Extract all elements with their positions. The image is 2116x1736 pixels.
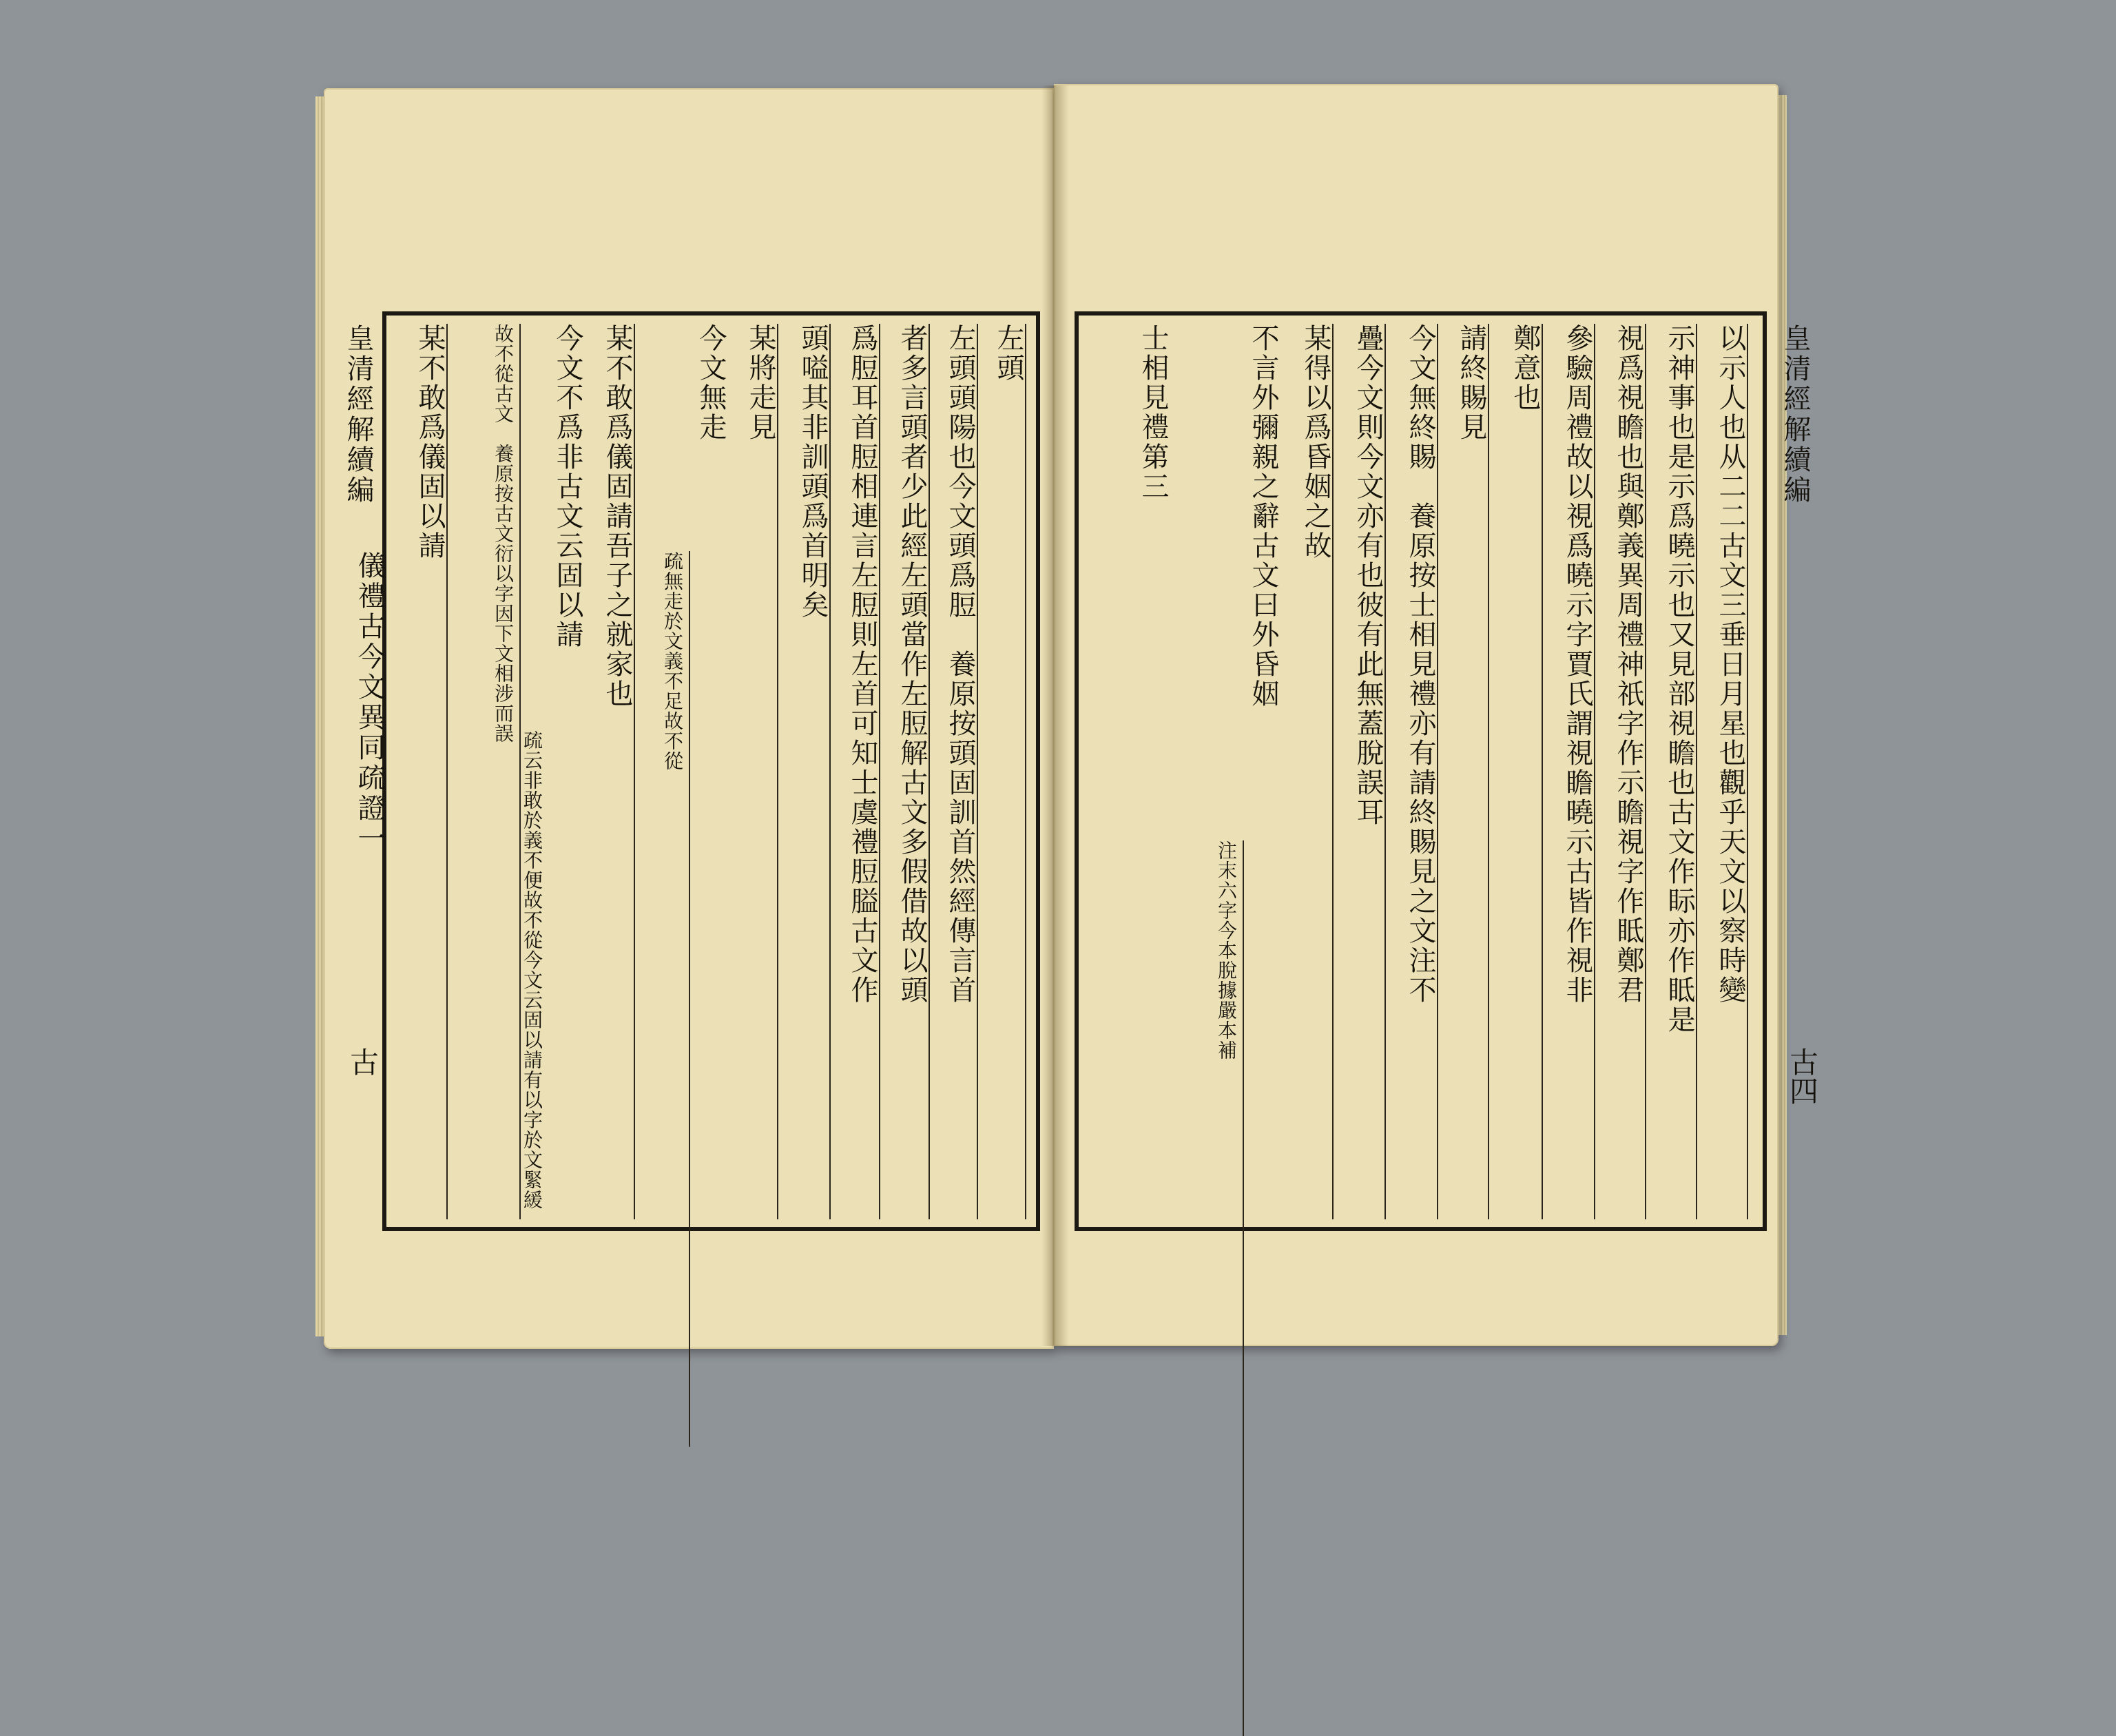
right-col-4: 參驗周禮故以視爲曉示字賈氏謂視瞻曉示古皆作視非 [1561,324,1595,1219]
left-col-10: 故不從古文 養原按古文衍以字因下文相涉而誤 [486,324,521,1219]
left-col-9-note: 疏云非敢於義不便故不從今文云固以請有以字於文緊緩 [521,730,543,1210]
left-col-9: 今文不爲非古文云固以請 [552,324,583,650]
right-col-2: 示神事也是示爲曉示也又見部視瞻也古文作眎亦作眡是 [1663,324,1697,1219]
book-gutter [1041,85,1069,1346]
right-col-6: 請終賜見 [1455,324,1489,1219]
right-col-10: 不言外彌親之辭古文曰外昏姻 [1247,324,1279,709]
left-col-3: 者多言頭者少此經左頭當作左脰解古文多假借故以頭 [895,324,930,1219]
right-col-8: 疊今文則今文亦有也彼有此無蓋脫誤耳 [1351,324,1386,1219]
left-col-8: 某不敢爲儀固請吾子之就家也 [601,324,635,1219]
left-col-4: 爲脰耳首脰相連言左脰則左首可知士虞禮脰膉古文作 [846,324,880,1219]
right-col-1: 以示人也从二二古文三垂日月星也觀乎天文以察時變 [1714,324,1748,1219]
right-col-7: 今文無終賜 養原按士相見禮亦有請終賜見之文注不 [1404,324,1438,1219]
left-col-7: 今文無走 [695,324,727,442]
left-col-2: 左頭頭陽也今文頭爲脰 養原按頭固訓首然經傳言首 [944,324,978,1219]
right-col-11: 士相見禮第三 [1137,324,1169,502]
left-col-5: 頭嗌其非訓頭爲首明矣 [796,324,831,1219]
right-col-3: 視爲視瞻也與鄭義異周禮神祇字作示瞻視字作眡鄭君 [1612,324,1646,1219]
left-folio: 古 [346,1047,380,1076]
right-col-10-note: 注末六字今本脫據嚴本補 [1210,840,1244,1736]
right-running-head: 皇清經解續編 [1779,324,1811,506]
left-running-head: 皇清經解續編 [342,324,374,506]
left-col-11: 某不敢爲儀固以請 [413,324,448,1219]
left-col-7-note: 疏無走於文義不足故不從 [656,551,690,1447]
right-folio: 古四 [1785,1047,1819,1105]
left-col-6: 某將走見 [744,324,778,1219]
left-col-1: 左頭 [992,324,1026,1219]
left-margin-title: 儀禮古今文異同疏證一 [353,551,385,854]
right-col-5: 鄭意也 [1508,324,1543,1219]
right-col-9: 某得以爲昏姻之故 [1299,324,1334,1219]
